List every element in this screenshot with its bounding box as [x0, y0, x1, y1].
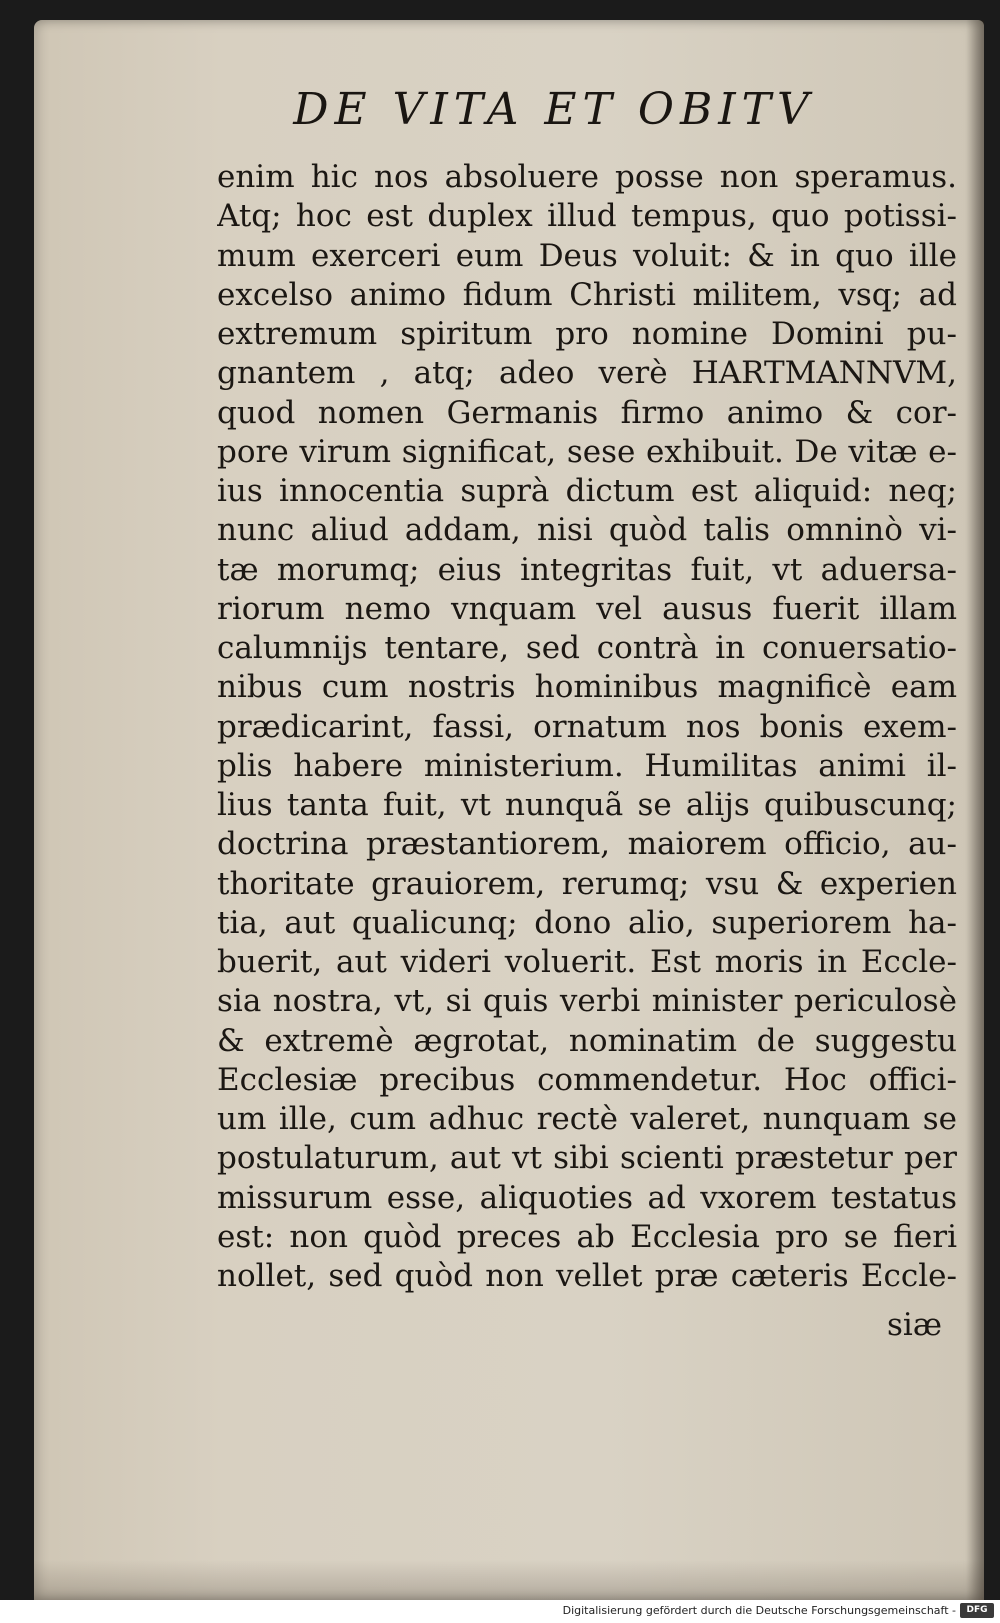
page-bottom-shadow: [34, 1560, 984, 1600]
text-line: calumnijs tentare, sed contrà in conuersatio-: [217, 630, 957, 666]
text-line: est: non quòd preces ab Ecclesia pro se fieri: [217, 1218, 957, 1255]
catchword: siæ: [887, 1307, 942, 1343]
text-line: lius tanta fuit, vt nunquã se alijs quibuscunq;: [217, 787, 957, 823]
text-line: thoritate grauiorem, rerumq; vsu & experien: [217, 865, 957, 902]
page-edge-shadow: [966, 20, 984, 1600]
text-line: tia, aut qualicunq; dono alio, superiorem ha-: [217, 904, 957, 941]
text-line: nollet, sed quòd non vellet præ cæteris Eccle-: [217, 1258, 957, 1294]
footer-bar: [0, 1600, 1000, 1623]
text-line: Ecclesiæ precibus commendetur. Hoc offici-: [217, 1061, 957, 1098]
text-line: postulaturum, aut vt sibi scienti præstetur per: [217, 1140, 957, 1177]
text-line: sia nostra, vt, si quis verbi minister periculosè: [217, 983, 957, 1020]
text-line: extremum spiritum pro nomine Domini pu-: [217, 316, 957, 352]
text-line: nunc aliud addam, nisi quòd talis omninò vi-: [217, 512, 957, 549]
text-line: quod nomen Germanis firmo animo & cor-: [217, 394, 957, 431]
running-head: DE VITA ET OBITV: [293, 84, 815, 135]
text-line: tæ morumq; eius integritas fuit, vt aduersa-: [217, 551, 957, 588]
funding-notice: Digitalisierung gefördert durch die Deutsche Forschungsgemeinschaft -: [562, 1604, 956, 1617]
text-line: um ille, cum adhuc rectè valeret, nunquam se: [217, 1101, 957, 1137]
body-text: [217, 158, 957, 1296]
text-line: buerit, aut videri voluerit. Est moris in Eccle-: [217, 944, 957, 980]
text-line: pore virum significat, sese exhibuit. De vitæ e-: [217, 433, 957, 470]
text-line: doctrina præstantiorem, maiorem officio, au-: [217, 826, 957, 863]
text-line: prædicarint, fassi, ornatum nos bonis exem-: [217, 708, 957, 745]
text-line: & extremè ægrotat, nominatim de suggestu: [217, 1022, 957, 1059]
text-line: ius innocentia suprà dictum est aliquid: neq;: [217, 473, 957, 509]
text-line: mum exerceri eum Deus voluit: & in quo ille: [217, 237, 957, 274]
text-line: excelso animo fidum Christi militem, vsq; ad: [217, 276, 957, 313]
text-line: gnantem , atq; adeo verè HARTMANNVM,: [217, 355, 957, 392]
text-line: nibus cum nostris hominibus magnificè eam: [217, 669, 957, 706]
dfg-logo: DFG: [960, 1603, 994, 1618]
book-page: [34, 20, 984, 1600]
text-line: enim hic nos absoluere posse non speramus.: [217, 159, 957, 195]
text-line: missurum esse, aliquoties ad vxorem testatus: [217, 1179, 957, 1216]
text-line: riorum nemo vnquam vel ausus fuerit illam: [217, 590, 957, 627]
text-line: Atq; hoc est duplex illud tempus, quo potissi-: [217, 198, 957, 235]
text-line: plis habere ministerium. Humilitas animi il-: [217, 747, 957, 784]
